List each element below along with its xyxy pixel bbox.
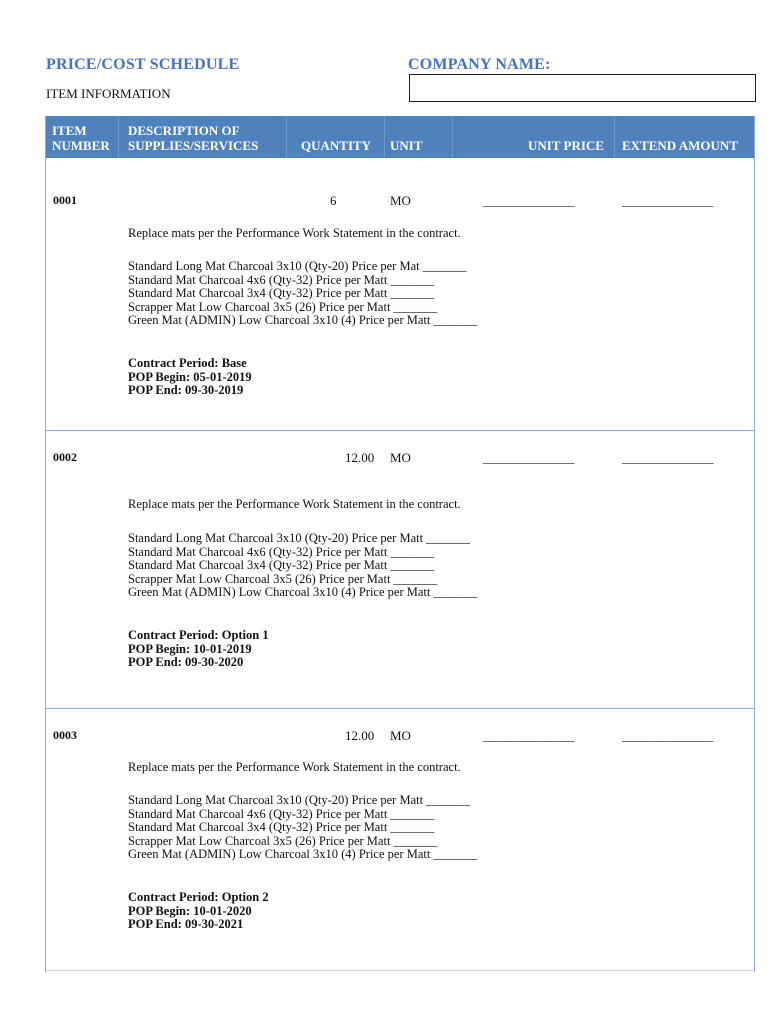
unit-price-blank[interactable]: ________________ <box>483 729 575 743</box>
row-divider <box>46 430 754 431</box>
extend-amount-blank[interactable]: ________________ <box>622 451 714 465</box>
unit-price-blank[interactable]: ________________ <box>483 194 575 208</box>
unit-price-blank[interactable]: ________________ <box>483 451 575 465</box>
pop-end: POP End: 09-30-2020 <box>128 655 244 669</box>
price-line: Green Mat (ADMIN) Low Charcoal 3x10 (4) Price per Matt _______ <box>128 847 478 861</box>
item-information-label: ITEM INFORMATION <box>46 86 171 101</box>
column-header-description: DESCRIPTION OF SUPPLIES/SERVICES <box>128 123 259 153</box>
price-line: Scrapper Mat Low Charcoal 3x5 (26) Price per Matt _______ <box>128 833 438 848</box>
item-number: 0001 <box>53 193 77 207</box>
item-number: 0002 <box>53 450 77 464</box>
price-line: Standard Mat Charcoal 3x4 (Qty-32) Price per Matt _______ <box>128 558 435 572</box>
page-title: PRICE/COST SCHEDULE <box>46 56 240 73</box>
row-divider <box>46 708 754 709</box>
price-line: Scrapper Mat Low Charcoal 3x5 (26) Price per Matt _______ <box>128 299 438 314</box>
item-quantity: 12.00 <box>345 728 375 743</box>
price-line: Standard Mat Charcoal 3x4 (Qty-32) Price per Matt _______ <box>128 820 435 834</box>
pop-begin: POP Begin: 05-01-2019 <box>128 369 252 384</box>
item-unit: MO <box>390 450 411 465</box>
contract-period: Contract Period: Base <box>128 356 247 370</box>
pop-begin: POP Begin: 10-01-2019 <box>128 641 252 656</box>
table-header <box>46 116 754 158</box>
column-header-unit-price: UNIT PRICE <box>528 138 604 153</box>
item-number: 0003 <box>53 728 77 742</box>
price-line: Scrapper Mat Low Charcoal 3x5 (26) Price per Matt _______ <box>128 571 438 586</box>
contract-period: Contract Period: Option 1 <box>128 628 269 642</box>
extend-amount-blank[interactable]: ________________ <box>622 729 714 743</box>
item-quantity: 6 <box>330 193 337 208</box>
company-name-label: COMPANY NAME: <box>408 56 551 73</box>
contract-period: Contract Period: Option 2 <box>128 890 269 904</box>
contract-period-block <box>128 357 252 398</box>
column-header-extend-amount: EXTEND AMOUNT <box>622 138 738 153</box>
item-description-intro: Replace mats per the Performance Work Statement in the contract. <box>128 226 461 240</box>
item-price-lines <box>128 532 477 600</box>
contract-period-block <box>128 891 269 932</box>
price-line: Green Mat (ADMIN) Low Charcoal 3x10 (4) Price per Matt _______ <box>128 313 478 327</box>
contract-period-block <box>128 629 269 670</box>
price-line: Standard Mat Charcoal 4x6 (Qty-32) Price per Matt _______ <box>128 272 435 287</box>
pop-end: POP End: 09-30-2021 <box>128 917 244 931</box>
price-line: Green Mat (ADMIN) Low Charcoal 3x10 (4) Price per Matt _______ <box>128 585 478 599</box>
price-line: Standard Mat Charcoal 3x4 (Qty-32) Price per Matt _______ <box>128 286 435 300</box>
column-header-quantity: QUANTITY <box>301 138 372 153</box>
price-line: Standard Mat Charcoal 4x6 (Qty-32) Price per Matt _______ <box>128 806 435 821</box>
pop-end: POP End: 09-30-2019 <box>128 383 244 397</box>
item-unit: MO <box>390 728 411 743</box>
item-description-intro: Replace mats per the Performance Work Statement in the contract. <box>128 760 461 774</box>
item-quantity: 12.00 <box>345 450 375 465</box>
pop-begin: POP Begin: 10-01-2020 <box>128 903 252 918</box>
column-header-item-number: ITEM NUMBER <box>52 123 110 153</box>
price-line: Standard Long Mat Charcoal 3x10 (Qty-20) Price per Matt _______ <box>128 793 470 807</box>
price-line: Standard Mat Charcoal 4x6 (Qty-32) Price per Matt _______ <box>128 544 435 559</box>
item-price-lines <box>128 260 477 328</box>
table-bottom-border <box>46 970 754 971</box>
company-name-field[interactable] <box>409 74 756 102</box>
item-price-lines <box>128 794 477 862</box>
price-line: Standard Long Mat Charcoal 3x10 (Qty-20) Price per Mat _______ <box>128 259 467 273</box>
item-description-intro: Replace mats per the Performance Work Statement in the contract. <box>128 497 461 511</box>
price-line: Standard Long Mat Charcoal 3x10 (Qty-20) Price per Matt _______ <box>128 531 470 545</box>
column-header-unit: UNIT <box>390 138 423 153</box>
extend-amount-blank[interactable]: ________________ <box>622 194 714 208</box>
item-unit: MO <box>390 193 411 208</box>
